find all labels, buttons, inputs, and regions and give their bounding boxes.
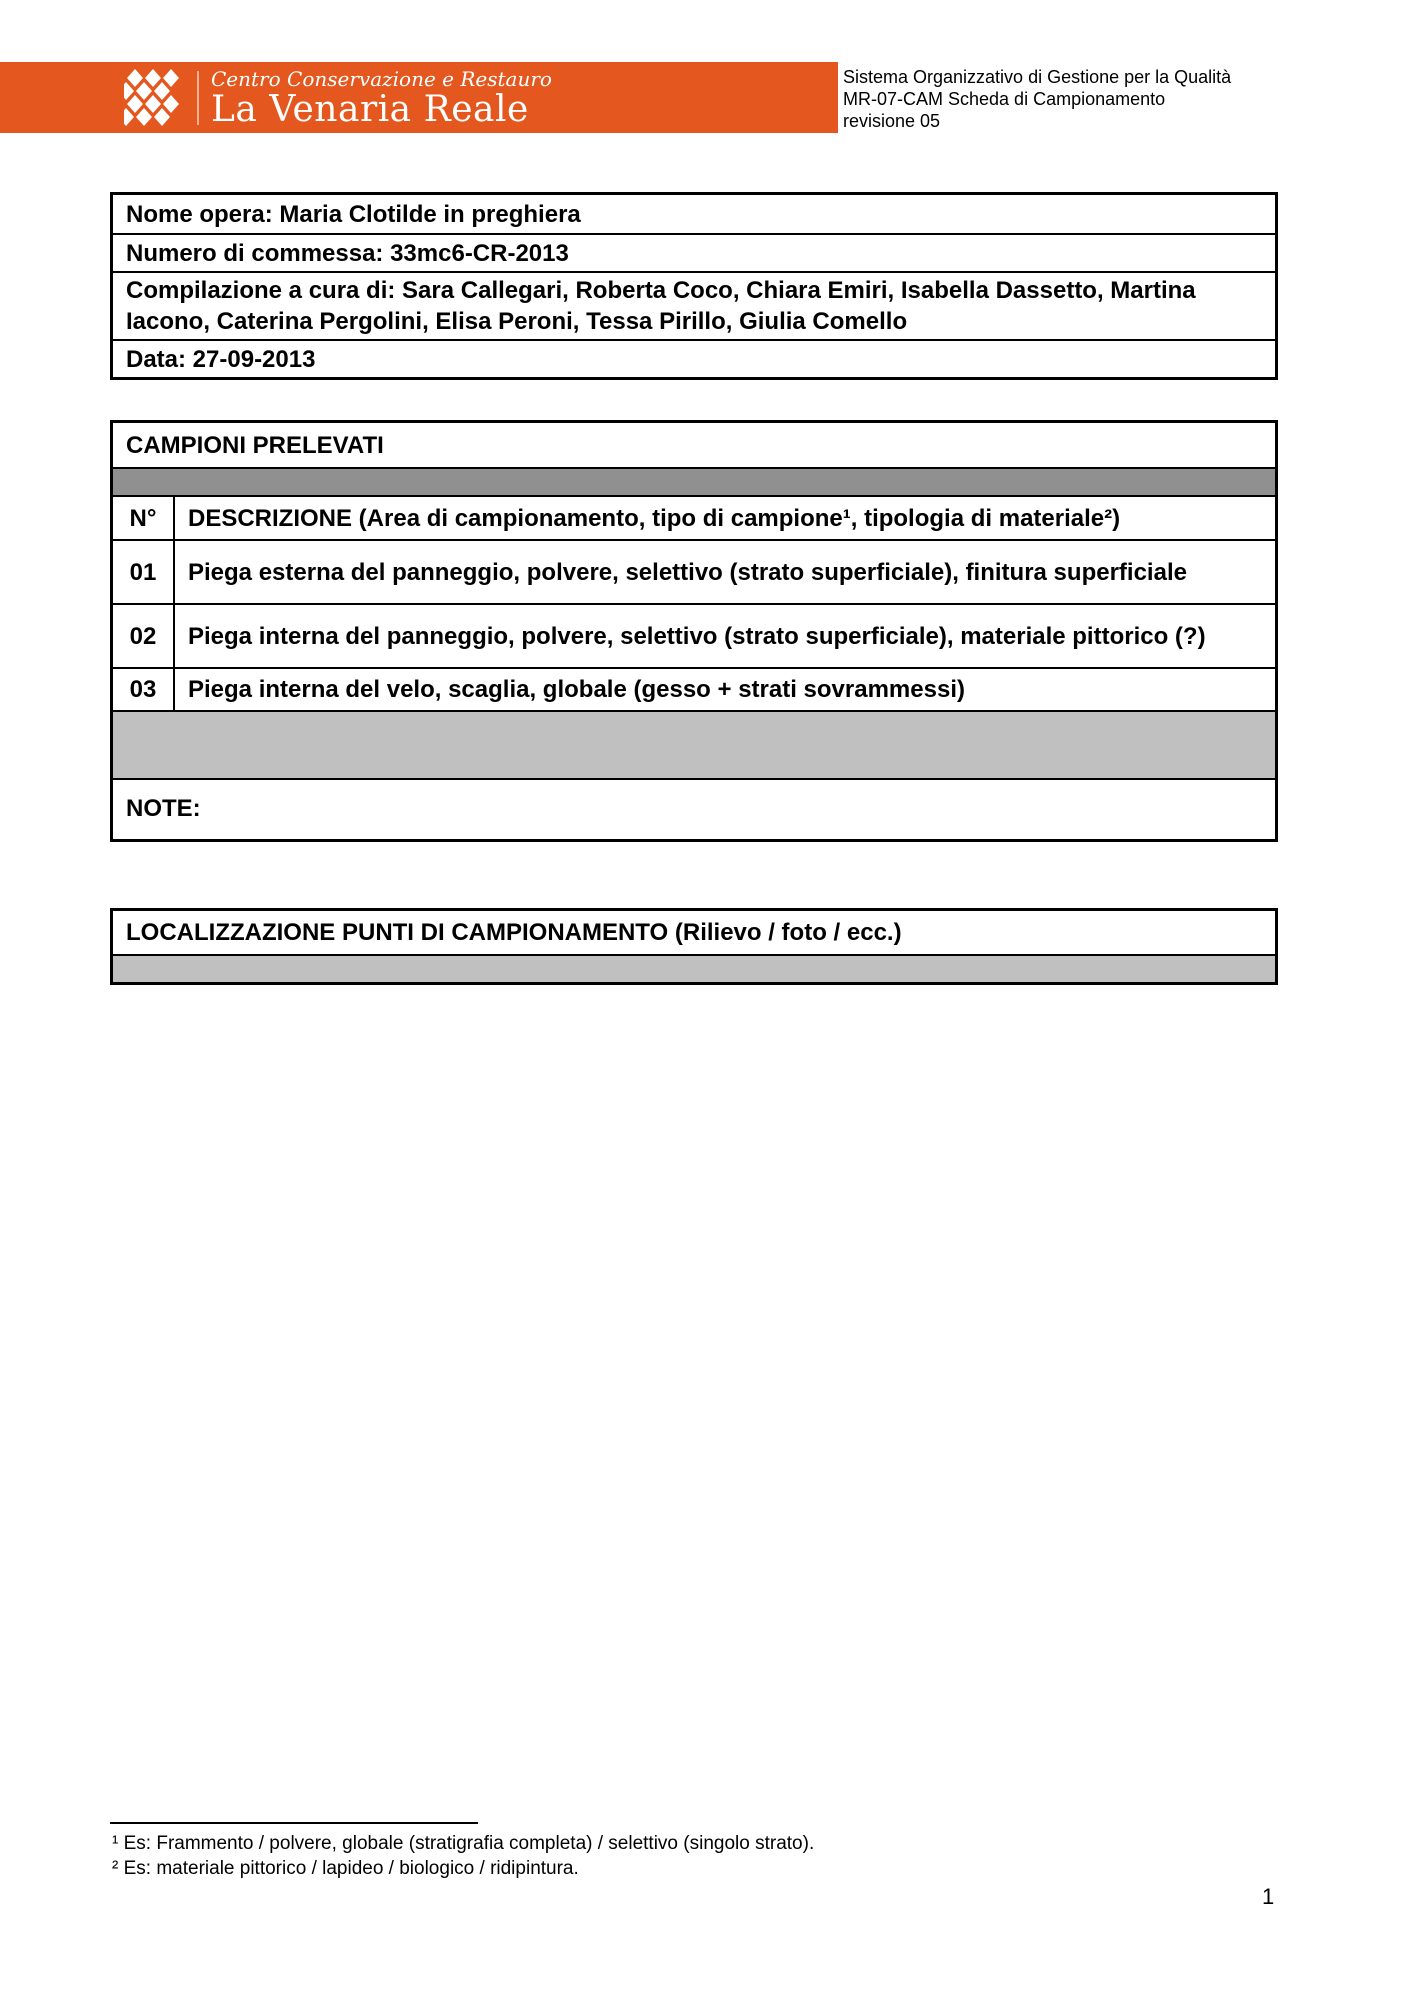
footnotes <box>112 1831 814 1881</box>
info-row-data: Data: 27-09-2013 <box>113 339 1275 377</box>
info-row-numero-commessa: Numero di commessa: 33mc6-CR-2013 <box>113 233 1275 271</box>
sample-number: 03 <box>113 669 175 710</box>
sample-row <box>113 539 1275 603</box>
meta-revision-line: revisione 05 <box>843 111 941 131</box>
sample-description: Piega interna del panneggio, polvere, selettivo (strato superficiale), materiale pittorico (?) <box>188 622 1206 650</box>
notes-row: NOTE: <box>113 778 1275 839</box>
work-info-table <box>110 192 1278 380</box>
samples-gray-band-top <box>113 467 1275 495</box>
meta-system-line: Sistema Organizzativo di Gestione per la Qualità <box>843 67 1232 87</box>
samples-header-number: N° <box>113 497 175 539</box>
sample-description: Piega interna del velo, scaglia, globale (gesso + strati sovrammessi) <box>188 676 965 703</box>
sample-number: 01 <box>113 541 175 603</box>
sample-number: 02 <box>113 605 175 667</box>
brand-title: La Venaria Reale <box>211 89 529 130</box>
header-brand-band <box>0 62 838 133</box>
localization-gray-band <box>113 954 1275 982</box>
samples-table <box>110 420 1278 842</box>
venaria-diamond-lattice-logo <box>124 69 182 127</box>
samples-gray-band-bottom <box>113 710 1275 778</box>
brand-divider <box>197 71 199 125</box>
page-number: 1 <box>1262 1884 1275 1909</box>
meta-code-line: MR-07-CAM Scheda di Campionamento <box>843 89 1166 109</box>
document-meta <box>843 66 1231 132</box>
footnote-2: ² Es: materiale pittorico / lapideo / biologico / ridipintura. <box>112 1858 579 1879</box>
footnote-1: ¹ Es: Frammento / polvere, globale (stratigrafia completa) / selettivo (singolo strato). <box>112 1833 815 1854</box>
samples-header-row <box>113 495 1275 539</box>
sample-row <box>113 667 1275 710</box>
brand-text <box>211 67 552 129</box>
samples-header-description: DESCRIZIONE (Area di campionamento, tipo di campione¹, tipologia di materiale²) <box>188 504 1121 532</box>
info-row-compilazione: Compilazione a cura di: Sara Callegari, Roberta Coco, Chiara Emiri, Isabella Dassetto, Martina Iacono, Caterina Pergolini, Elisa Peroni, Tessa Pirillo, Giulia Comello <box>113 271 1275 339</box>
info-row-nome-opera: Nome opera: Maria Clotilde in preghiera <box>126 200 581 228</box>
footnote-separator-rule <box>110 1822 478 1824</box>
brand-subtitle: Centro Conservazione e Restauro <box>211 67 552 91</box>
sample-description: Piega esterna del panneggio, polvere, selettivo (strato superficiale), finitura superficiale <box>188 558 1187 586</box>
samples-section-title: CAMPIONI PRELEVATI <box>126 431 384 459</box>
localization-table <box>110 908 1278 985</box>
sample-row <box>113 603 1275 667</box>
localization-title: LOCALIZZAZIONE PUNTI DI CAMPIONAMENTO (Rilievo / foto / ecc.) <box>126 919 902 946</box>
